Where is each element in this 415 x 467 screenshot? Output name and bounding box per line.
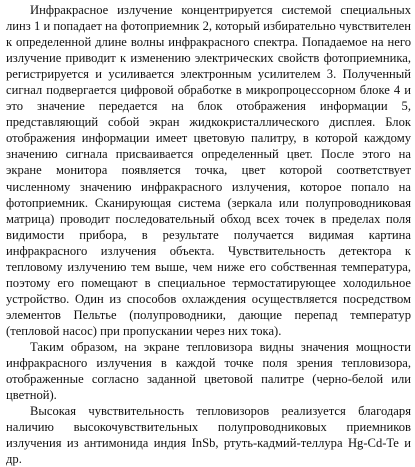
paragraph-display-summary: Таким образом, на экране тепловизора видны значения мощности инфракрасного излучения в каждой точке поля зрения тепловизора, отображенные согласно заданной цветовой палитре (черно-белой или цветной). [6,339,411,403]
paragraph-sensitivity: Высокая чувствительность тепловизоров реализуется благодаря наличию высокочувствительных полупроводниковых приемников излучения из антимонида индия InSb, ртуть-кадмий-теллура Hg-Cd-Te и др. [6,404,411,467]
paragraph-thermal-imager-principle: Инфракрасное излучение концентрируется системой специальных линз 1 и попадает на фотоприемник 2, который избирательно чувствителен к определенной длине волны инфракрасного спектра. Попадаемое на него излучение приводит к изменению электрических свойств фотоприемника, регистрируется и усиливается электронным усилителем 3. Полученный сигнал подвергается цифровой обработке в микропроцессорном блоке 4 и это значение передается на блок отображения информации 5, представляющий собой экран жидкокристаллического дисплея. Блок отображения информации имеет цветовую палитру, в которой каждому значению сигнала присваивается определенный цвет. После этого на экране монитора появляется точка, цвет которой соответствует численному значению инфракрасного излучения, которое попало на фотоприемник. Сканирующая система (зеркала или полупроводниковая матрица) проводит последовательный обход всех точек в пределах поля видимости прибора, в результате получается видимая картина инфракрасного излучения объекта. Чувствительность детектора к тепловому излучению тем выше, чем ниже его собственная температура, поэтому его помещают в специальное термостатирующее холодильное устройство. Один из способов охлаждения осуществляется посредством элементов Пельтье (полупроводники, дающие перепад температур (тепловой насос) при пропускании через них тока). [6,3,411,338]
